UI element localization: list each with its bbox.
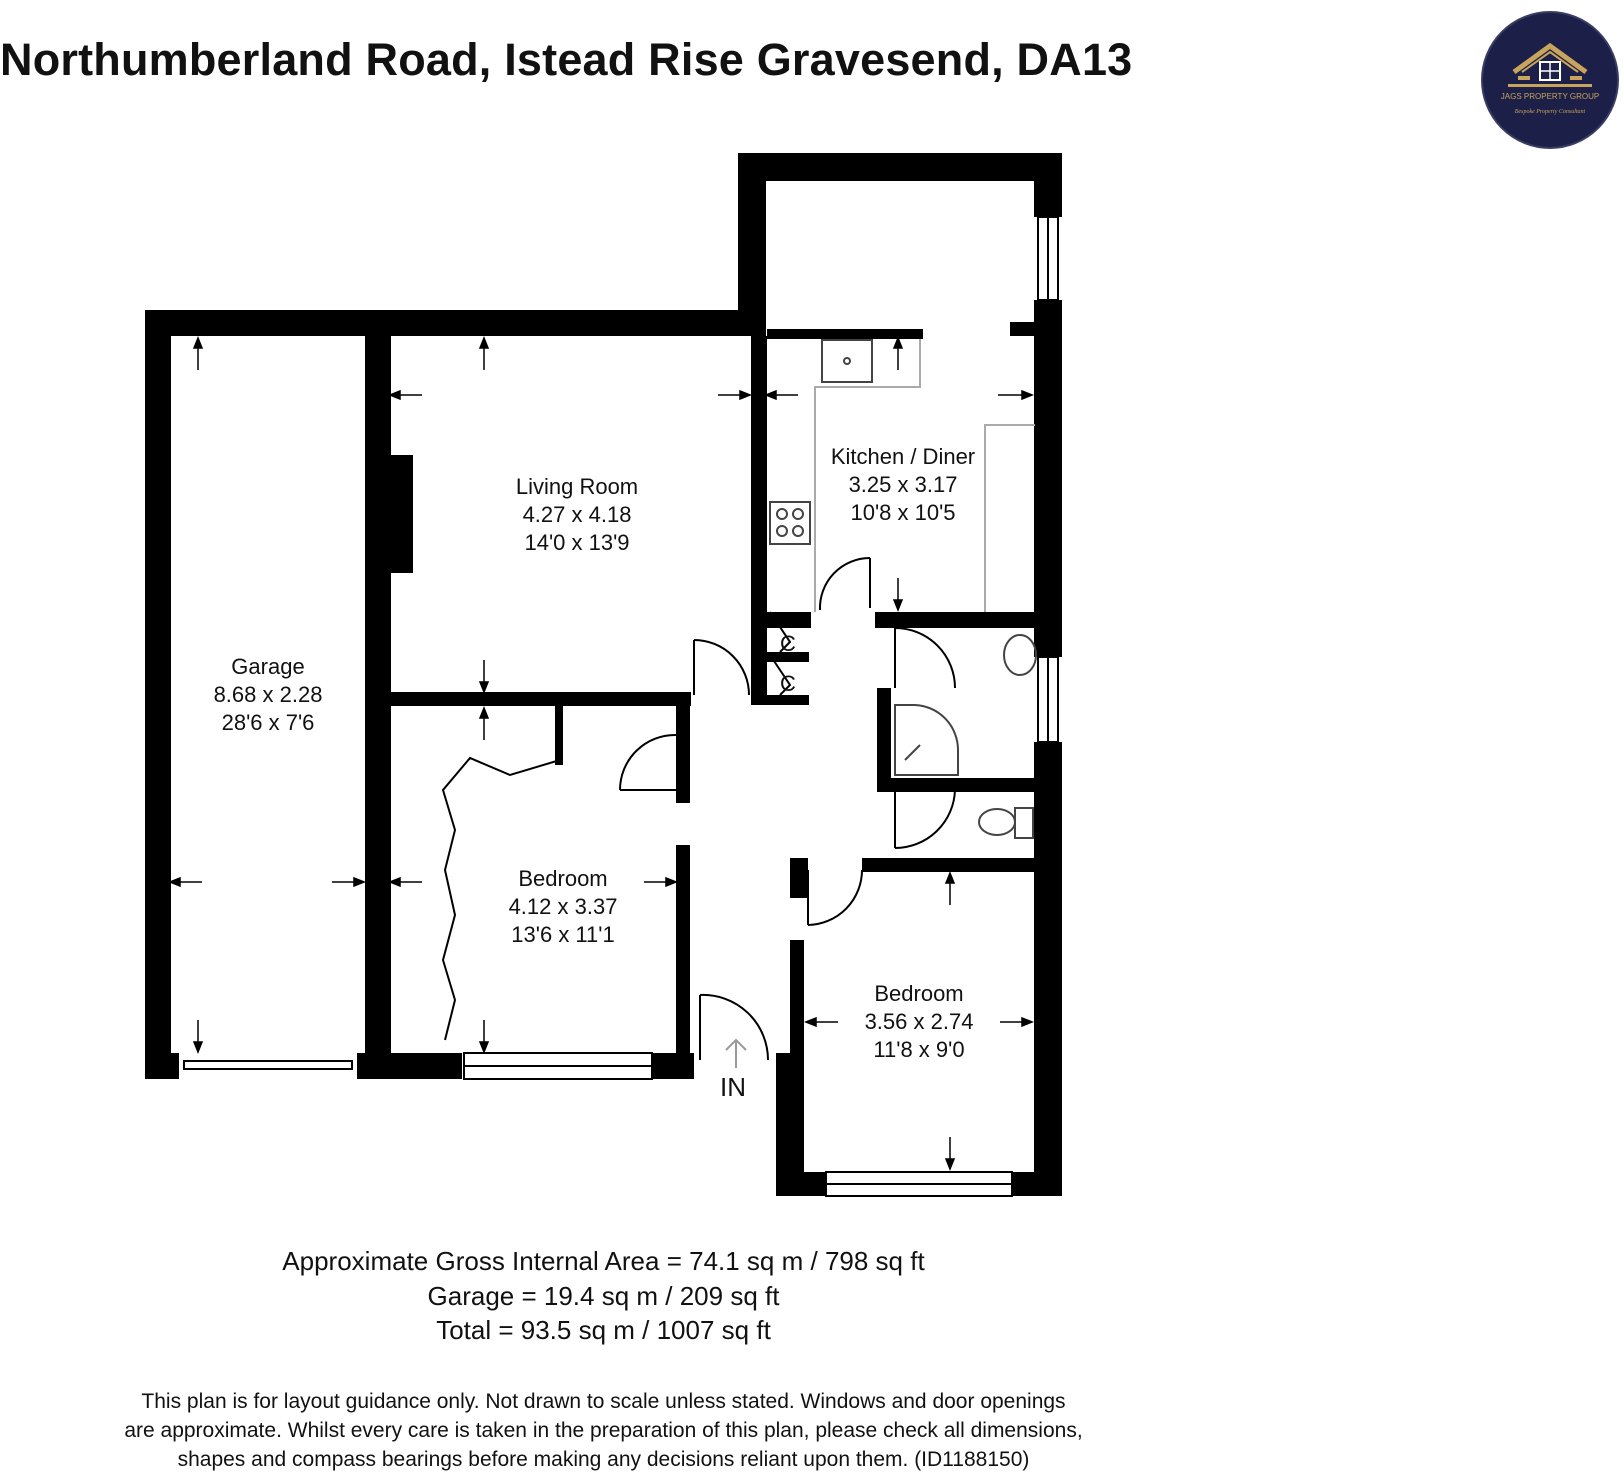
sink-icon bbox=[822, 340, 872, 382]
logo-brand: JAGS PROPERTY GROUP bbox=[1500, 92, 1600, 101]
room-imperial: 10'8 x 10'5 bbox=[850, 500, 956, 525]
garage-area: Garage = 19.4 sq m / 209 sq ft bbox=[427, 1281, 780, 1311]
room-imperial: 11'8 x 9'0 bbox=[873, 1037, 965, 1062]
logo-tagline: Bespoke Property Consultant bbox=[1514, 109, 1586, 115]
fixtures bbox=[770, 339, 1036, 838]
room-name: Living Room bbox=[515, 474, 639, 499]
room-metric: 4.12 x 3.37 bbox=[508, 894, 618, 919]
shower-icon bbox=[895, 705, 958, 775]
disclaimer bbox=[0, 1387, 1207, 1474]
room-bedroom-2 bbox=[865, 981, 974, 1062]
page-title: Northumberland Road, Istead Rise Gravesend, DA13 bbox=[0, 34, 1133, 85]
total-area: Total = 93.5 sq m / 1007 sq ft bbox=[436, 1315, 771, 1345]
room-metric: 3.56 x 2.74 bbox=[864, 1009, 974, 1034]
disclaimer-line: This plan is for layout guidance only. Not drawn to scale unless stated. Windows and door openings bbox=[141, 1390, 1066, 1413]
room-metric: 4.27 x 4.18 bbox=[522, 502, 632, 527]
room-kitchen bbox=[831, 444, 975, 525]
room-metric: 3.25 x 3.17 bbox=[848, 472, 958, 497]
entrance-label: IN bbox=[720, 1072, 746, 1102]
room-bedroom-1 bbox=[509, 866, 618, 947]
gross-area: Approximate Gross Internal Area = 74.1 sq m / 798 sq ft bbox=[282, 1246, 925, 1276]
basin-icon bbox=[1004, 635, 1036, 675]
room-imperial: 28'6 x 7'6 bbox=[221, 710, 315, 735]
room-name: Bedroom bbox=[874, 981, 964, 1006]
room-living bbox=[516, 474, 638, 555]
room-imperial: 14'0 x 13'9 bbox=[524, 530, 630, 555]
room-name: Bedroom bbox=[518, 866, 608, 891]
toilet-icon bbox=[979, 809, 1015, 835]
disclaimer-line: shapes and compass bearings before making any decisions reliant upon them. (ID1188150) bbox=[177, 1448, 1030, 1471]
room-name: Kitchen / Diner bbox=[830, 444, 976, 469]
room-metric: 8.68 x 2.28 bbox=[213, 682, 323, 707]
disclaimer-line: are approximate. Whilst every care is taken in the preparation of this plan, please check all dimensions, bbox=[124, 1419, 1083, 1442]
cupboard-label: C bbox=[780, 631, 796, 656]
room-name: Garage bbox=[231, 654, 305, 679]
cupboard-label: C bbox=[780, 671, 796, 696]
room-garage bbox=[214, 654, 323, 735]
room-imperial: 13'6 x 11'1 bbox=[511, 922, 615, 947]
hob-icon bbox=[770, 502, 810, 544]
